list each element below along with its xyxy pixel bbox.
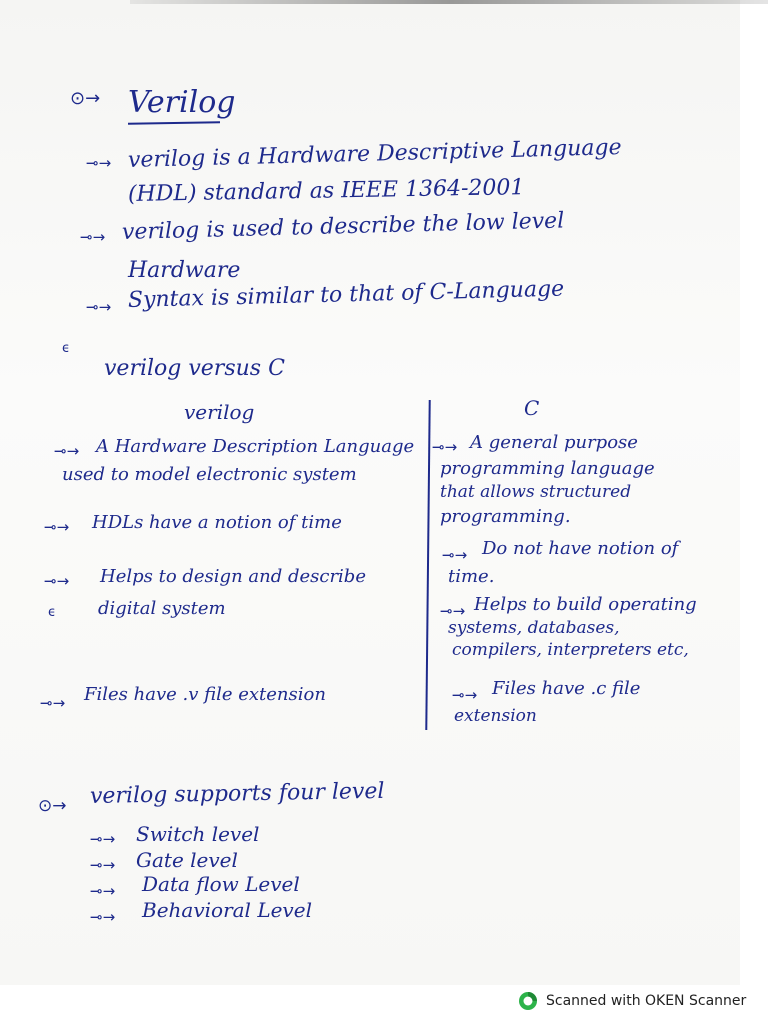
intro-line: Hardware <box>128 258 241 283</box>
c-line: Do not have notion of <box>482 538 679 559</box>
c-line: that allows structured <box>440 482 632 502</box>
level-item: Gate level <box>136 848 238 872</box>
bullet-arrow-icon: ⊸→ <box>90 908 116 926</box>
verilog-line: HDLs have a notion of time <box>92 512 342 533</box>
intro-line: verilog is a Hardware Descriptive Language <box>127 135 622 173</box>
verilog-line: Files have .v file extension <box>84 684 326 705</box>
bullet-arrow-icon: ⊸→ <box>54 442 80 460</box>
c-line: A general purpose <box>470 432 638 453</box>
verilog-line: A Hardware Description Language <box>96 436 415 457</box>
bullet-arrow-icon: ⊙→ <box>38 796 67 816</box>
c-line: compilers, interpreters etc, <box>452 640 689 660</box>
comparison-title: verilog versus C <box>104 356 285 381</box>
c-line: programming language <box>440 458 655 479</box>
level-item: Switch level <box>136 822 260 846</box>
bullet-arrow-icon: ⊸→ <box>440 602 466 620</box>
bullet-arrow-icon: ⊸→ <box>44 572 70 590</box>
verilog-column-header: verilog <box>184 400 255 424</box>
intro-line: Syntax is similar to that of C-Language <box>127 276 565 313</box>
bullet-arrow-icon: ⊙→ <box>70 88 101 109</box>
c-line: programming. <box>440 506 571 527</box>
c-column-header: C <box>524 396 540 420</box>
c-line: Helps to build operating <box>474 594 697 615</box>
c-line: systems, databases, <box>448 618 620 638</box>
oken-scanner-logo-icon <box>518 991 538 1011</box>
level-item: Behavioral Level <box>142 898 312 922</box>
intro-line: verilog is used to describe the low level <box>121 208 565 245</box>
intro-line: (HDL) standard as IEEE 1364-2001 <box>127 175 525 207</box>
page-heading: Verilog <box>128 85 236 120</box>
bullet-arrow-icon: ⊸→ <box>86 154 112 172</box>
bullet-arrow-icon: ⊸→ <box>432 438 458 456</box>
bullet-arrow-icon: ⊸→ <box>40 694 66 712</box>
verilog-line: Helps to design and describe <box>100 566 366 587</box>
c-line: Files have .c file <box>492 678 641 699</box>
small-mark-icon: ϵ <box>48 605 56 620</box>
c-line: time. <box>448 566 495 587</box>
small-mark-icon: ϵ <box>62 341 70 356</box>
verilog-line: digital system <box>98 598 226 619</box>
bullet-arrow-icon: ⊸→ <box>86 298 112 316</box>
bullet-arrow-icon: ⊸→ <box>90 830 116 848</box>
bullet-arrow-icon: ⊸→ <box>44 518 70 536</box>
bullet-arrow-icon: ⊸→ <box>452 686 478 704</box>
c-line: extension <box>454 706 537 726</box>
verilog-line: used to model electronic system <box>62 464 357 485</box>
scanner-watermark-text: Scanned with OKEN Scanner <box>546 993 747 1009</box>
bullet-arrow-icon: ⊸→ <box>442 546 468 564</box>
bullet-arrow-icon: ⊸→ <box>90 882 116 900</box>
scanner-watermark <box>518 990 746 1012</box>
level-item: Data flow Level <box>142 872 300 896</box>
bullet-arrow-icon: ⊸→ <box>90 856 116 874</box>
bullet-arrow-icon: ⊸→ <box>80 228 106 246</box>
paper-top-edge <box>130 0 768 4</box>
levels-title: verilog supports four level <box>89 778 385 809</box>
